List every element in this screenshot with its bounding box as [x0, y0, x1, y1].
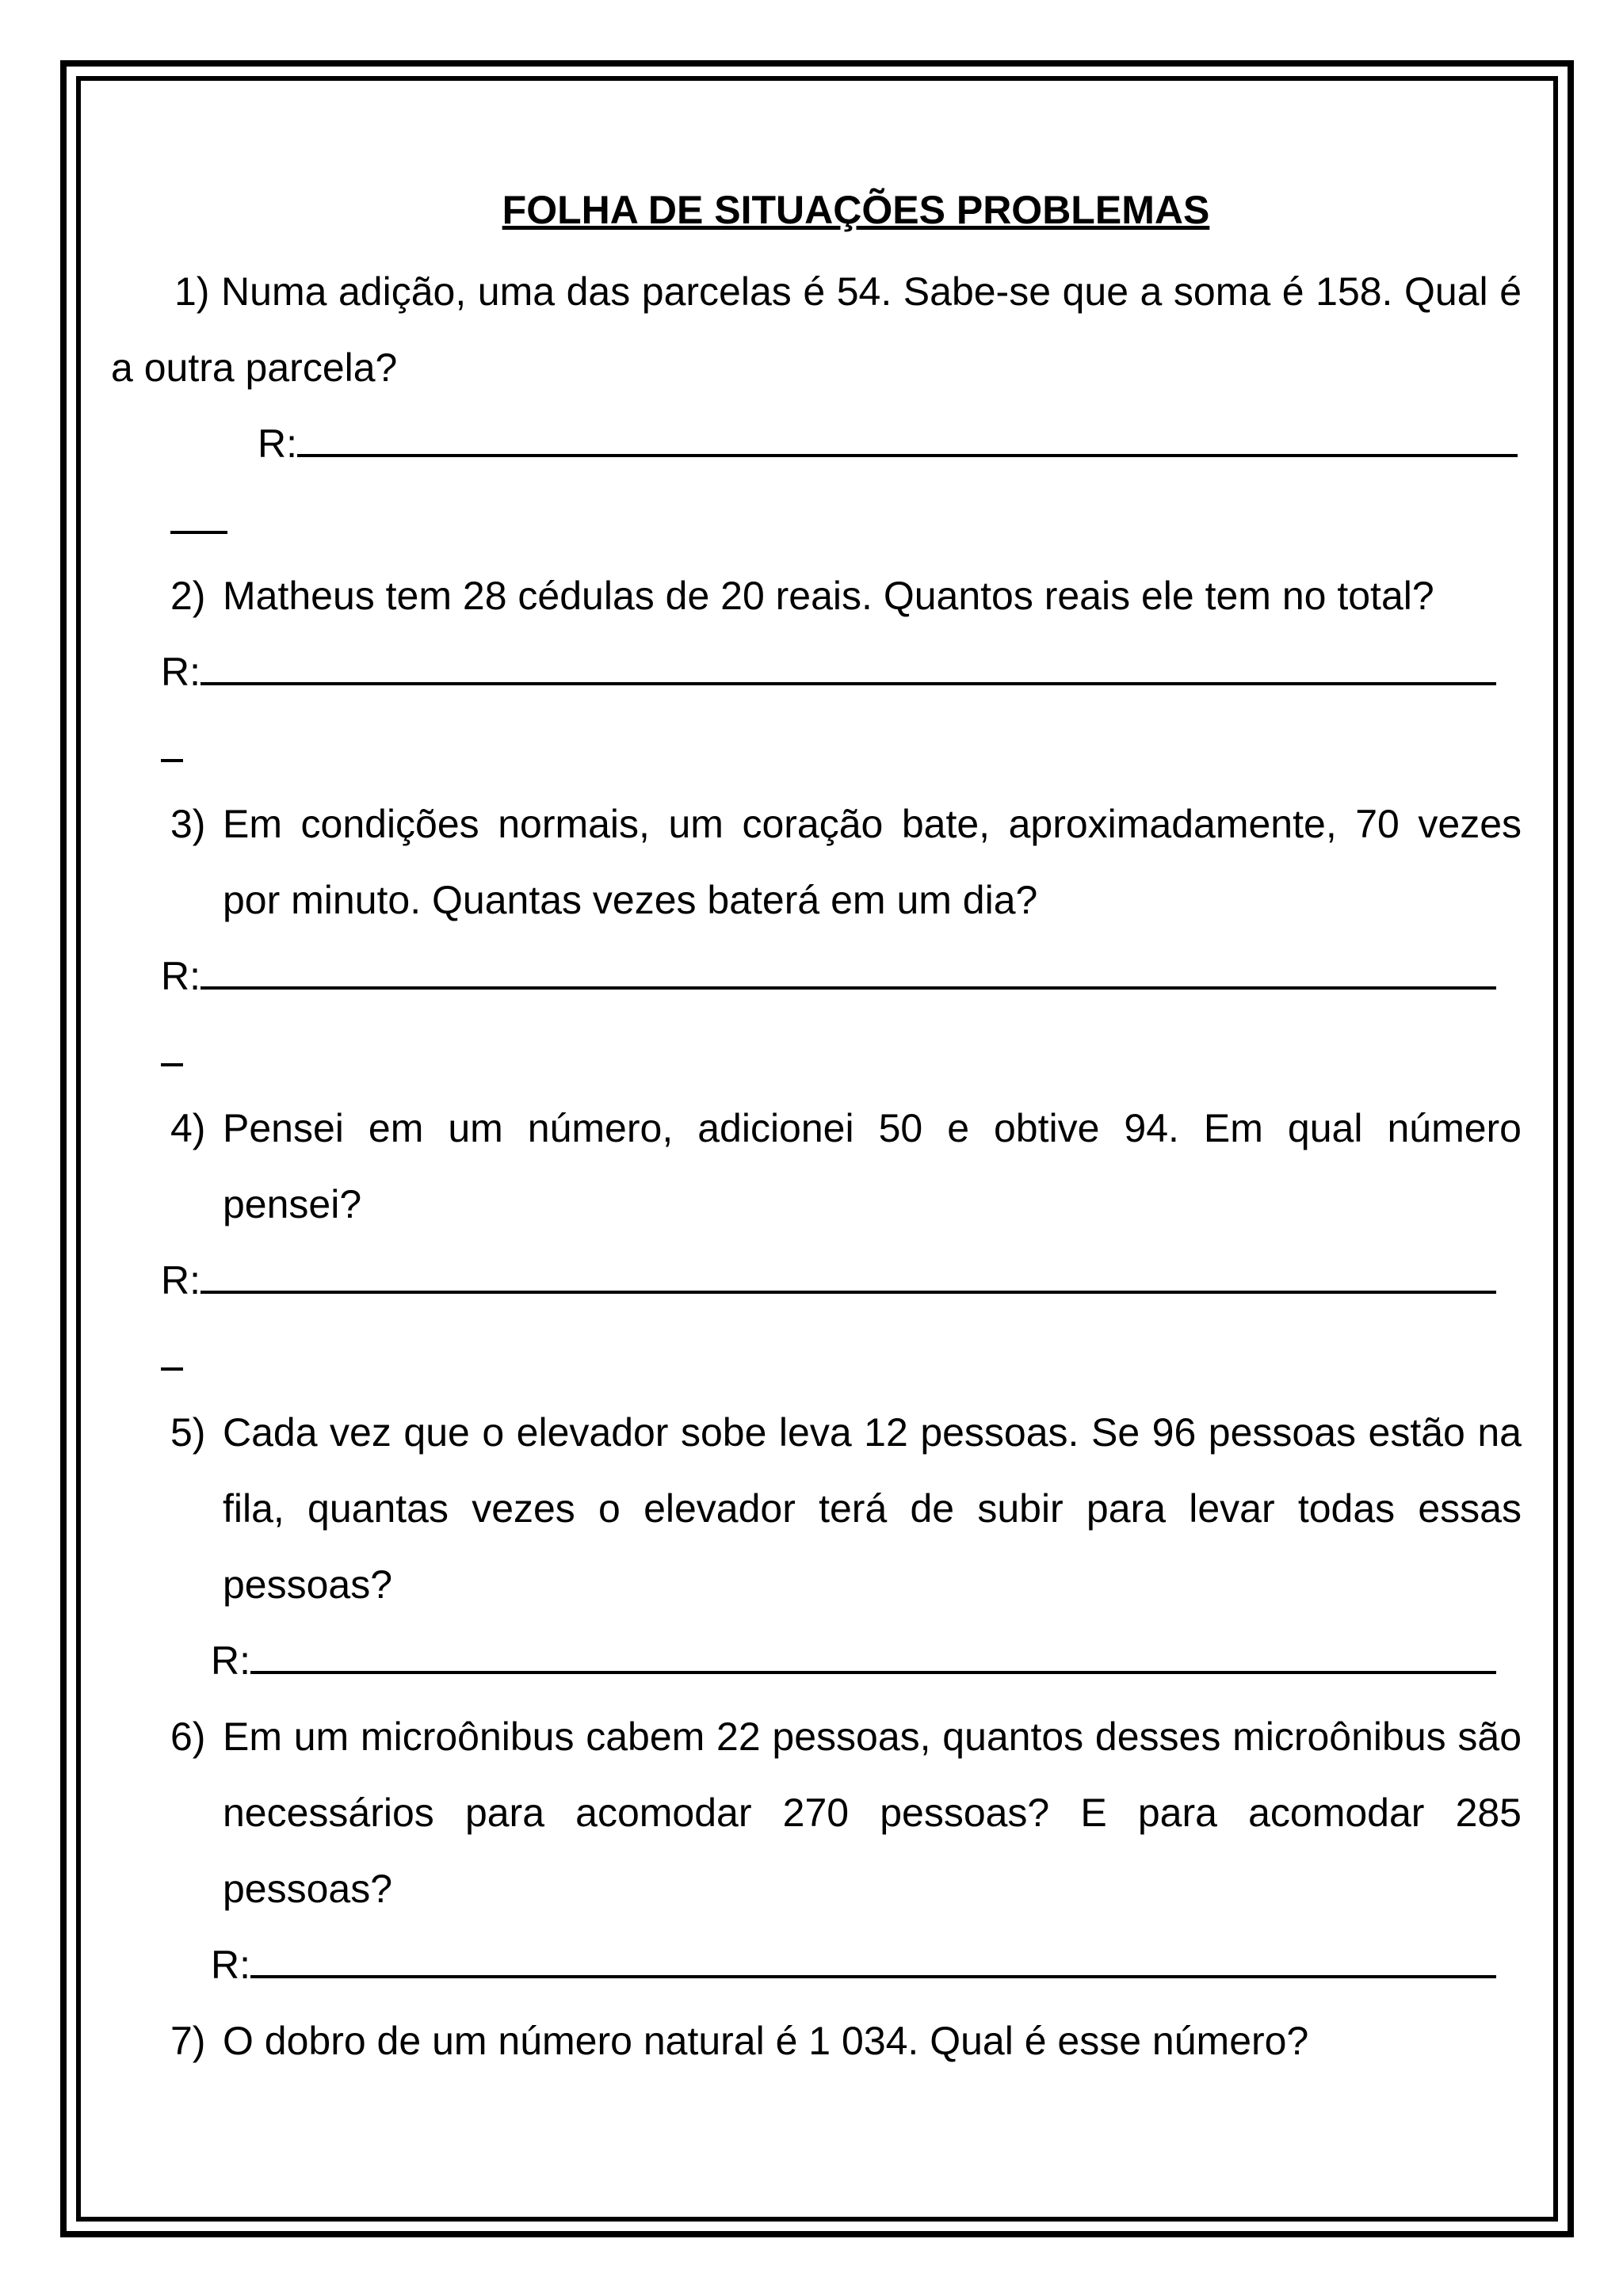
- question-3-text: Em condições normais, um coração bate, aproximadamente, 70 vezes por minuto. Quantas vezes baterá em um dia?: [223, 802, 1522, 922]
- question-3-number: 3): [170, 802, 206, 846]
- question-4: [170, 1090, 1522, 1242]
- answer-prefix: R:: [161, 1258, 200, 1302]
- answer-line-2[interactable]: [111, 634, 1522, 710]
- answer-prefix: R:: [161, 954, 200, 998]
- worksheet: [111, 166, 1522, 2079]
- answer-line-3[interactable]: [111, 938, 1522, 1014]
- answer-prefix: R:: [258, 421, 297, 466]
- question-4-number: 4): [170, 1106, 206, 1150]
- answer-line-1[interactable]: [111, 406, 1522, 482]
- question-6-text: Em um microônibus cabem 22 pessoas, quantos desses microônibus são necessários para acomodar 270 pessoas? E para acomodar 285 pessoas?: [223, 1714, 1522, 1911]
- answer-line-6[interactable]: [111, 1927, 1522, 2003]
- question-1-text: Numa adição, uma das parcelas é 54. Sabe-se que a soma é 158. Qual é a outra parcela?: [111, 269, 1522, 390]
- question-2-number: 2): [170, 574, 206, 618]
- answer-line-5[interactable]: [111, 1623, 1522, 1699]
- answer-line-4[interactable]: [111, 1242, 1522, 1318]
- question-5-number: 5): [170, 1410, 206, 1455]
- question-1-number: 1): [174, 269, 210, 314]
- question-6: [170, 1699, 1522, 1927]
- question-7-number: 7): [170, 2019, 206, 2063]
- question-3: [170, 786, 1522, 938]
- question-2-text: Matheus tem 28 cédulas de 20 reais. Quantos reais ele tem no total?: [223, 574, 1434, 618]
- question-4-text: Pensei em um número, adicionei 50 e obtive 94. Em qual número pensei?: [223, 1106, 1522, 1226]
- question-7: [170, 2003, 1522, 2079]
- answer-line-1-continuation: [111, 482, 1522, 558]
- page-title: FOLHA DE SITUAÇÕES PROBLEMAS: [502, 188, 1210, 232]
- question-1: [111, 254, 1522, 406]
- question-2: [170, 558, 1522, 634]
- answer-prefix: R:: [211, 1638, 250, 1683]
- question-6-number: 6): [170, 1714, 206, 1759]
- answer-prefix: R:: [211, 1943, 250, 1987]
- answer-prefix: R:: [161, 650, 200, 694]
- answer-line-2-continuation: [111, 710, 1522, 786]
- question-7-text: O dobro de um número natural é 1 034. Qual é esse número?: [223, 2019, 1309, 2063]
- answer-line-3-continuation: [111, 1014, 1522, 1090]
- question-5-text: Cada vez que o elevador sobe leva 12 pessoas. Se 96 pessoas estão na fila, quantas vezes o elevador terá de subir para levar todas essas pessoas?: [223, 1410, 1522, 1607]
- question-5: [170, 1394, 1522, 1623]
- answer-line-4-continuation: [111, 1318, 1522, 1394]
